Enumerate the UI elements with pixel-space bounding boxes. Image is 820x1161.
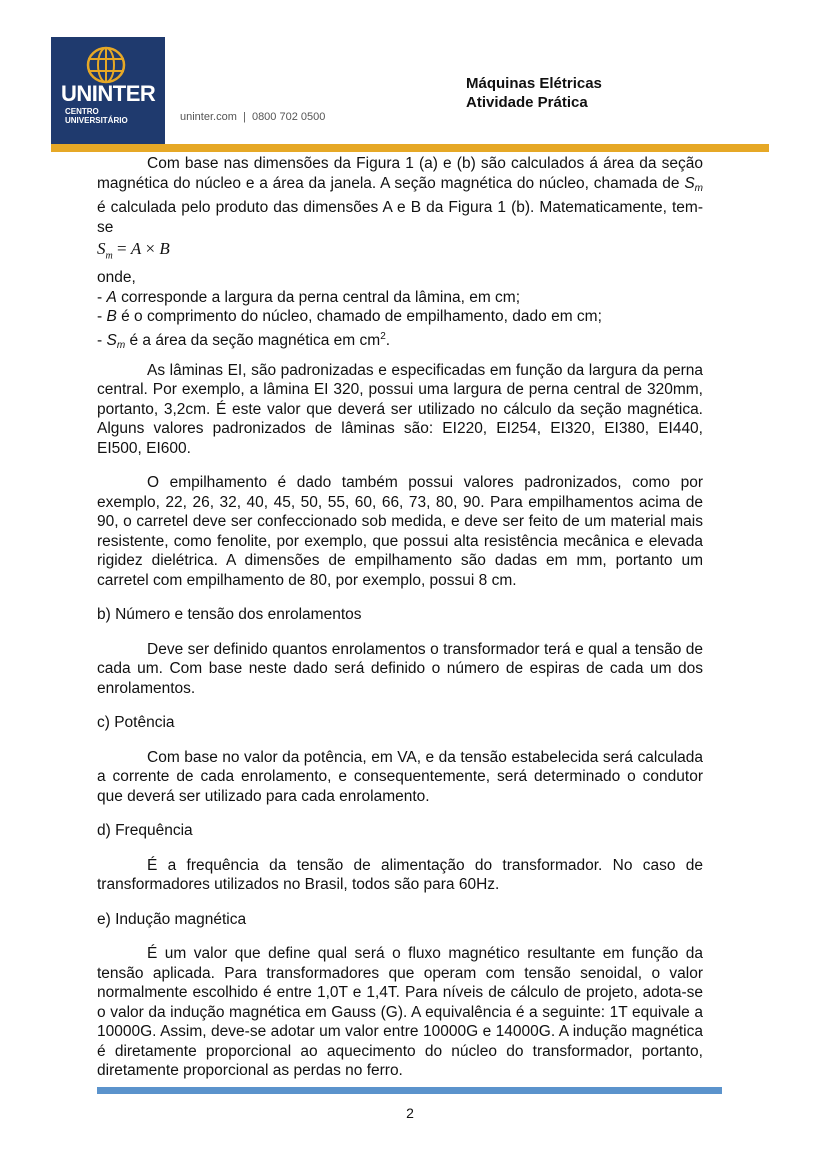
list-item-sm <box>97 327 703 356</box>
list-bullet: - <box>97 332 107 350</box>
page-body <box>97 154 703 1081</box>
superscript-2: 2 <box>380 330 386 342</box>
paragraph-laminas: As lâminas EI, são padronizadas e especificadas em função da largura da perna central. Por exemplo, a lâmina EI 320, possui uma largura de perna central de 320mm, portanto, 3,2cm. É este valor que deverá ser utilizado no cálculo da seção magnética. Alguns valores padronizados de lâminas são: EI220, EI254, EI320, EI380, EI440, EI500, EI600. <box>97 361 703 457</box>
list-item-end: . <box>385 332 391 350</box>
logo-subtitle-line1: CENTRO <box>65 107 99 116</box>
heading-e: e) Indução magnética <box>97 910 247 928</box>
paragraph-text: é calculada pelo produto das dimensões A e B da Figura 1 (b). Matematicamente, tem-se <box>97 199 703 236</box>
page-number: 2 <box>406 1105 414 1121</box>
document-title <box>466 74 602 112</box>
list-item-text: é o comprimento do núcleo, chamado de empilhamento, dado em cm; <box>116 308 602 326</box>
formula-lhs-subscript: m <box>105 250 113 262</box>
where-label: onde, <box>97 269 136 287</box>
sm-symbol: S <box>684 174 695 192</box>
list-item-b <box>97 307 703 327</box>
symbol-b: B <box>106 308 117 326</box>
symbol-s: S <box>106 332 117 350</box>
formula-lhs: S <box>97 239 106 258</box>
symbol-a: A <box>106 288 117 306</box>
list-item-text: é a área da seção magnética em cm <box>125 332 381 350</box>
heading-d: d) Frequência <box>97 822 193 840</box>
paragraph-enrolamentos: Deve ser definido quantos enrolamentos o transformador terá e qual a tensão de cada um. Com base neste dado será definido o número de espiras de cada um dos enrolamentos. <box>97 640 703 697</box>
heading-c: c) Potência <box>97 714 175 732</box>
formula-a: A <box>130 239 142 258</box>
logo-wordmark: UNINTER <box>61 81 156 106</box>
formula-b: B <box>159 239 170 258</box>
contact-info: uninter.com | 0800 702 0500 <box>180 111 326 123</box>
formula-equals: = <box>112 239 131 258</box>
heading-b: b) Número e tensão dos enrolamentos <box>97 606 362 624</box>
paragraph-empilhamento: O empilhamento é dado também possui valores padronizados, como por exemplo, 22, 26, 32, 40, 45, 50, 55, 60, 66, 73, 80, 90. Para empilhamentos acima de 90, o carretel deve ser confeccionado sob medida, e deve ser feito de um material mais resistente, como fenolite, por exemplo, que possui alta resistência mecânica e elevada rigidez dielétrica. A dimensões de empilhamento são dadas em mm, portanto um carretel com empilhamento de 80, por exemplo, possui 8 cm. <box>97 474 703 589</box>
header-rule <box>51 144 769 152</box>
paragraph-inducao: É um valor que define qual será o fluxo magnético resultante em função da tensão aplicada. Para transformadores que operam com tensão senoidal, o valor normalmente escolhido é entre 1,0T e 1,4T. Para níveis de cálculo de projeto, adota-se o valor da indução magnética em Gauss (G). A equivalência é a seguinte: 1T equivale a 10000G. Assim, deve-se adotar um valor entre 10000G e 14000G. A indução magnética é diretamente proporcional ao aquecimento do núcleo do transformador, portanto, diretamente proporcional as perdas no ferro. <box>97 945 703 1080</box>
list-bullet: - <box>97 288 107 306</box>
uninter-logo <box>51 37 165 145</box>
paragraph-section-area <box>97 154 703 237</box>
paragraph-text: Com base nas dimensões da Figura 1 (a) e (b) são calculados á área da seção magnética do núcleo e a área da janela. A seção magnética do núcleo, chamada de <box>97 155 703 192</box>
formula-times: × <box>141 239 160 258</box>
list-item-a <box>97 288 703 308</box>
logo-subtitle <box>65 107 161 125</box>
document-title-line2: Atividade Prática <box>466 94 588 111</box>
document-title-line1: Máquinas Elétricas <box>466 75 602 92</box>
list-bullet: - <box>97 308 107 326</box>
formula-sm <box>97 237 703 268</box>
globe-logo-icon <box>82 45 130 85</box>
logo-subtitle-line2: UNIVERSITÁRIO <box>65 116 128 125</box>
paragraph-frequencia: É a frequência da tensão de alimentação do transformador. No caso de transformadores utilizados no Brasil, todos são para 60Hz. <box>97 856 703 894</box>
footer-rule <box>97 1087 722 1094</box>
paragraph-potencia: Com base no valor da potência, em VA, e da tensão estabelecida será calculada a corrente de cada enrolamento, e consequentemente, será determinado o condutor que deverá ser utilizado para cada enrolamento. <box>97 748 703 805</box>
sm-subscript: m <box>694 182 703 194</box>
list-item-text: corresponde a largura da perna central da lâmina, em cm; <box>116 288 521 306</box>
symbol-s-subscript: m <box>116 340 126 352</box>
